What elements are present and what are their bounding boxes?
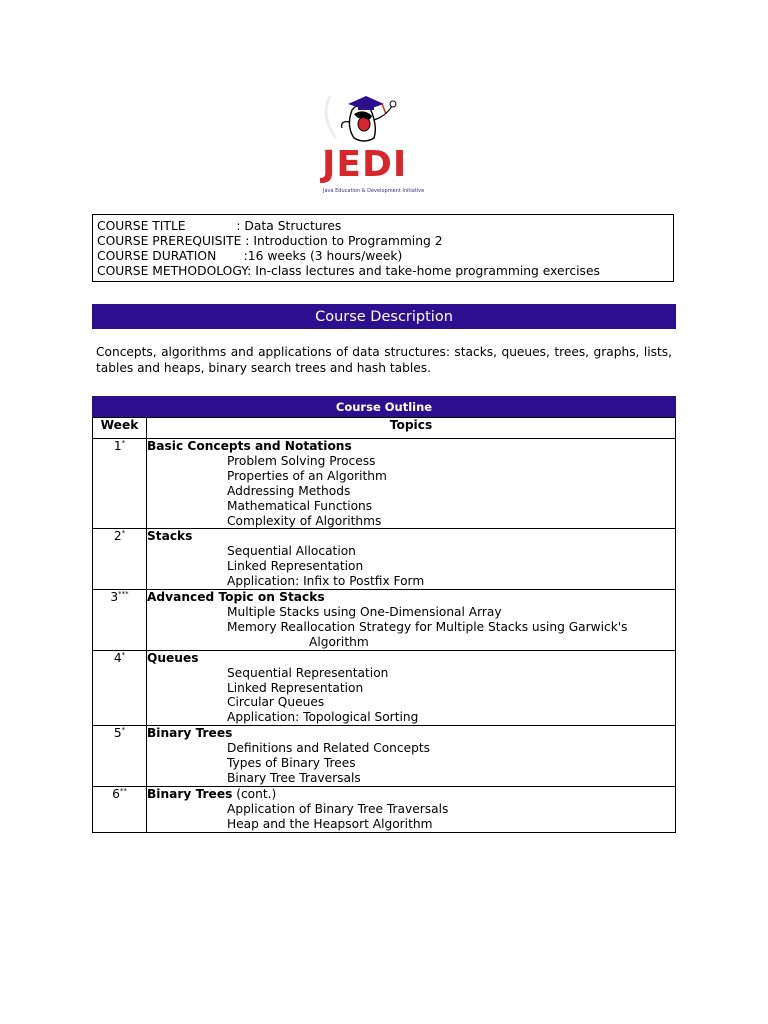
duke-mascot-icon <box>300 86 428 148</box>
topic-title: Binary Trees <box>147 786 233 801</box>
topic-title-suffix: (cont.) <box>232 786 277 801</box>
week-number: 3 <box>110 590 119 605</box>
course-prerequisite-row: COURSE PREREQUISITE : Introduction to Programming 2 <box>97 233 443 248</box>
course-description-heading: Course Description <box>92 304 676 329</box>
subtopic-item: Types of Binary Trees <box>227 756 356 771</box>
subtopic-item: Sequential Allocation <box>227 544 356 559</box>
table-row <box>93 439 676 529</box>
table-row <box>93 529 676 590</box>
table-row <box>93 650 676 726</box>
subtopic-item: Memory Reallocation Strategy for Multiple Stacks using Garwick's <box>227 619 628 634</box>
topic-title: Advanced Topic on Stacks <box>147 590 325 605</box>
week-number: 6 <box>112 786 120 801</box>
week-cell <box>93 786 147 832</box>
table-row <box>93 726 676 787</box>
week-cell <box>93 726 147 787</box>
subtopic-item: Application: Topological Sorting <box>227 710 419 725</box>
week-cell <box>93 529 147 590</box>
subtopic-item: Application of Binary Tree Traversals <box>227 801 449 816</box>
jedi-logo <box>300 86 428 202</box>
week-mark: * <box>121 726 126 735</box>
course-description-text: Concepts, algorithms and applications of data structures: stacks, queues, trees, graphs, lists, tables and heaps, binary search trees and hash tables. <box>96 345 672 375</box>
week-cell <box>93 590 147 651</box>
week-number: 5 <box>113 726 122 741</box>
subtopic-item: Heap and the Heapsort Algorithm <box>227 816 433 831</box>
subtopic-item: Linked Representation <box>227 559 364 574</box>
week-number: 2 <box>113 529 122 544</box>
topics-column-header: Topics <box>147 418 676 439</box>
subtopic-item: Circular Queues <box>227 695 325 710</box>
topics-cell <box>147 650 676 726</box>
week-cell <box>93 650 147 726</box>
topics-cell <box>147 439 676 529</box>
topics-cell <box>147 590 676 651</box>
table-row <box>93 786 676 832</box>
subtopic-item: Properties of an Algorithm <box>227 468 387 483</box>
week-mark: * <box>121 529 126 538</box>
topics-cell <box>147 786 676 832</box>
subtopic-item: Sequential Representation <box>227 665 389 680</box>
subtopic-item: Problem Solving Process <box>227 453 376 468</box>
subtopic-item: Mathematical Functions <box>227 498 373 513</box>
subtopic-item: Application: Infix to Postfix Form <box>227 574 425 589</box>
topics-cell <box>147 726 676 787</box>
topic-title: Stacks <box>147 529 193 544</box>
course-methodology-row: COURSE METHODOLOGY: In-class lectures and take-home programming exercises <box>97 263 600 278</box>
outline-body <box>93 439 676 833</box>
topic-title: Binary Trees <box>147 726 233 741</box>
subtopic-item: Definitions and Related Concepts <box>227 741 430 756</box>
week-mark: *** <box>118 590 129 599</box>
subtopic-item: Addressing Methods <box>227 483 351 498</box>
subtopic-item: Linked Representation <box>227 680 364 695</box>
course-title-row: COURSE TITLE : Data Structures <box>97 219 342 233</box>
week-mark: ** <box>119 786 127 795</box>
course-duration-row: COURSE DURATION :16 weeks (3 hours/week) <box>97 248 403 263</box>
topic-title: Basic Concepts and Notations <box>147 439 352 453</box>
week-cell <box>93 439 147 529</box>
week-mark: * <box>121 650 126 659</box>
course-outline-heading: Course Outline <box>92 396 676 417</box>
week-column-header: Week <box>93 418 147 439</box>
week-mark: * <box>121 439 126 447</box>
topics-cell <box>147 529 676 590</box>
week-number: 4 <box>113 650 122 665</box>
logo-subtitle: Java Education & Development Initiative <box>323 188 425 194</box>
course-info-box <box>92 214 674 282</box>
week-number: 1 <box>113 439 122 453</box>
subtopic-item: Complexity of Algorithms <box>227 513 382 528</box>
course-outline-table <box>92 417 676 833</box>
table-header-row <box>93 418 676 439</box>
topic-title: Queues <box>147 650 199 665</box>
subtopic-item: Binary Tree Traversals <box>227 770 361 785</box>
subtopic-item: Multiple Stacks using One-Dimensional Array <box>227 604 502 619</box>
logo-wordmark: JEDI <box>322 144 408 185</box>
table-row <box>93 590 676 651</box>
subtopic-continuation: Algorithm <box>309 634 369 649</box>
